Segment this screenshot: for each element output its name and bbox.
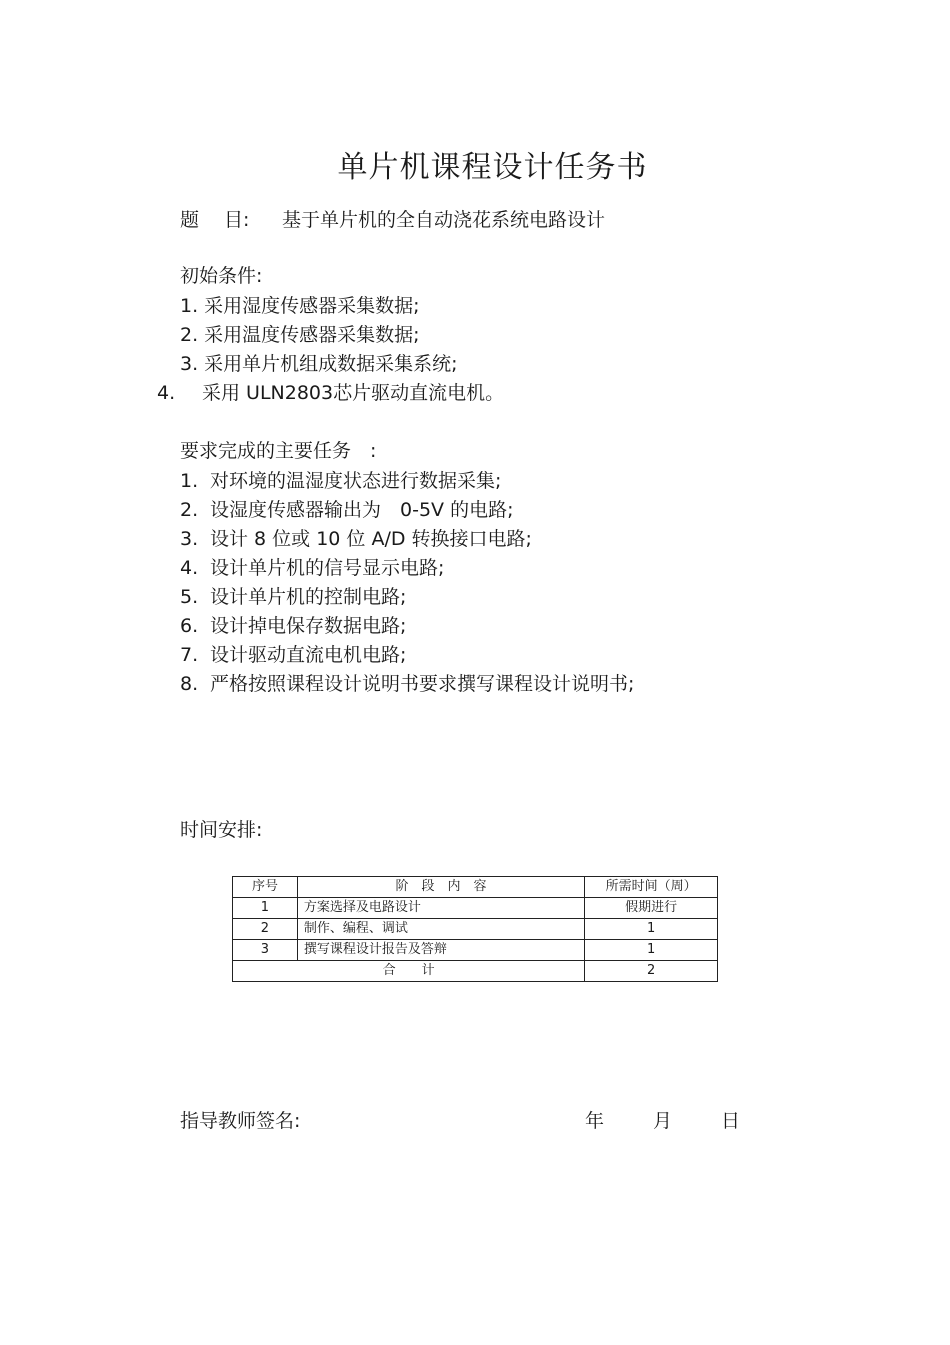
row-content: 制作、编程、调试 <box>297 919 584 940</box>
task-text: 设计单片机的信号显示电路; <box>210 557 445 579</box>
task-number: 4. <box>180 557 199 579</box>
condition-item-4-number: 4. <box>157 382 176 404</box>
row-index: 3 <box>233 940 298 961</box>
task-text: 对环境的温湿度状态进行数据采集; <box>210 470 502 492</box>
header-cell-index: 序号 <box>233 877 298 898</box>
row-content: 方案选择及电路设计 <box>297 898 584 919</box>
task-text: 设计驱动直流电机电路; <box>210 644 407 666</box>
topic-value: 基于单片机的全自动浇花系统电路设计 <box>282 209 606 231</box>
task-item <box>180 641 406 670</box>
tasks-label: 要求完成的主要任务 : <box>180 440 377 462</box>
table-header-row <box>233 877 718 898</box>
task-number: 2. <box>180 499 199 521</box>
table-total-row <box>233 961 718 982</box>
table-row <box>233 898 718 919</box>
condition-item-4-text: 采用 ULN2803芯片驱动直流电机。 <box>202 382 505 404</box>
date-month-label: 月 <box>653 1110 673 1132</box>
task-text: 设湿度传感器输出为 0-5V 的电路; <box>210 499 514 521</box>
condition-item-3: 3. 采用单片机组成数据采集系统; <box>180 353 458 375</box>
task-text: 设计单片机的控制电路; <box>210 586 407 608</box>
task-item <box>180 525 532 554</box>
row-duration: 1 <box>585 940 718 961</box>
table-row <box>233 940 718 961</box>
conditions-label: 初始条件: <box>180 265 263 287</box>
task-number: 6. <box>180 615 199 637</box>
header-cell-content: 阶 段 内 容 <box>297 877 584 898</box>
task-item <box>180 467 501 496</box>
row-duration: 1 <box>585 919 718 940</box>
task-item <box>180 670 634 699</box>
task-text: 严格按照课程设计说明书要求撰写课程设计说明书; <box>210 673 635 695</box>
signature-label: 指导教师签名: <box>180 1110 301 1132</box>
schedule-label: 时间安排: <box>180 819 263 841</box>
total-value: 2 <box>585 961 718 982</box>
table-row <box>233 919 718 940</box>
header-cell-duration: 所需时间（周） <box>585 877 718 898</box>
row-index: 1 <box>233 898 298 919</box>
row-content: 撰写课程设计报告及答辩 <box>297 940 584 961</box>
task-item <box>180 554 444 583</box>
date-day-label: 日 <box>721 1110 741 1132</box>
document-title: 单片机课程设计任务书 <box>337 150 648 185</box>
task-item <box>180 496 513 525</box>
task-item <box>180 583 406 612</box>
task-text: 设计 8 位或 10 位 A/D 转换接口电路; <box>210 528 532 550</box>
task-number: 5. <box>180 586 199 608</box>
task-number: 7. <box>180 644 199 666</box>
task-number: 8. <box>180 673 199 695</box>
row-duration: 假期进行 <box>585 898 718 919</box>
row-index: 2 <box>233 919 298 940</box>
total-label: 合 计 <box>233 961 585 982</box>
condition-item-4 <box>157 379 504 408</box>
condition-item-1: 1. 采用湿度传感器采集数据; <box>180 295 420 317</box>
condition-item-2: 2. 采用温度传感器采集数据; <box>180 324 420 346</box>
task-item <box>180 612 406 641</box>
task-number: 1. <box>180 470 199 492</box>
task-text: 设计掉电保存数据电路; <box>210 615 407 637</box>
topic-label: 题 目: <box>180 209 250 231</box>
task-number: 3. <box>180 528 199 550</box>
date-year-label: 年 <box>585 1110 605 1132</box>
schedule-table <box>232 876 718 982</box>
